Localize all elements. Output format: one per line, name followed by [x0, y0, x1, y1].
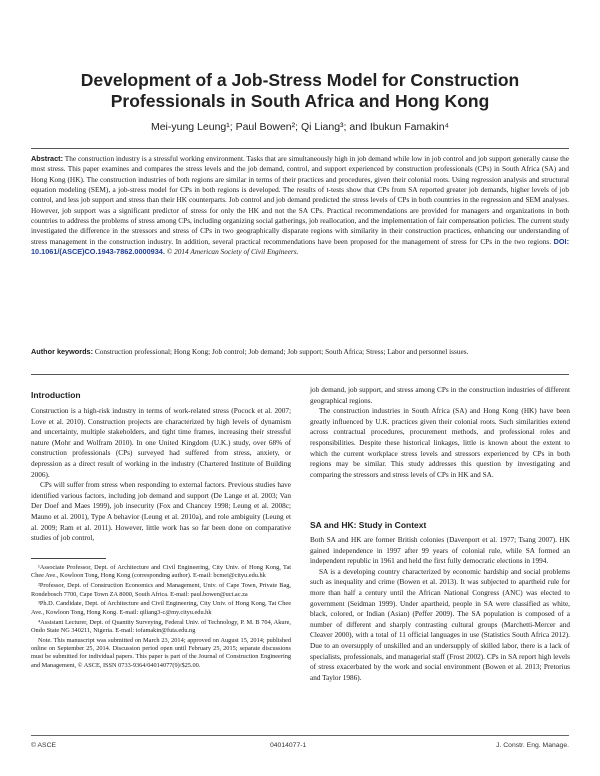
keywords-label: Author keywords: [31, 347, 94, 356]
paragraph: job demand, job support, and stress among CPs in the construction industries of different geographical regions. [310, 386, 570, 405]
copyright-notice: © 2014 American Society of Civil Engineers. [166, 247, 299, 257]
author-list: Mei-yung Leung¹; Paul Bowen²; Qi Liang³; and Ibukun Famakin⁴ [150, 121, 450, 133]
paragraph: Construction is a high-risk industry in terms of work-related stress (Pocock et al. 2007; Love et al. 2010). Construction projects are characterized by high levels of dynamism and uncertainty, multiple stakeholders, and tight time frames, increasing their stressful nature (Mohr and Wolfram 2010). In one United Kingdom (U.K.) study, over 68% of construction professionals (CPs) surveyed had suffered from stress, anxiety, or depression as a direct result of working in the industry (Chartered Institute of Building 2006). [31, 407, 291, 479]
footnote: ¹Associate Professor, Dept. of Architecture and Civil Engineering, City Univ. of Hong Kong, Tat Chee Ave., Kowloon Tong, Hong Kong (corresponding author). E-mail: bcmei@cityu.edu.hk [31, 564, 291, 580]
footnotes [31, 564, 291, 672]
footnote: Note. This manuscript was submitted on March 23, 2014; approved on August 15, 2014; published online on September 25, 2014. Discussion period open until February 25, 2015; separate discussions must be submitted for individual papers. This paper is part of the Journal of Construction Engineering and Management, © ASCE, ISSN 0733-9364/04014077(9)/$25.00. [31, 636, 291, 669]
abstract-top-rule [31, 148, 569, 149]
abstract-label: Abstract: [31, 154, 64, 163]
footnote: ⁴Assistant Lecturer, Dept. of Quantity Surveying, Federal Univ. of Technology, P. M. B 704, Akure, Ondo State NG 340211, Nigeria. E-mail: iofamakin@futa.edu.ng [31, 618, 291, 634]
right-column-body [310, 385, 570, 480]
abstract-bottom-rule [31, 374, 569, 375]
paper-title: Development of a Job-Stress Model for Construction Professionals in South Africa and Hong Kong [80, 70, 520, 111]
paragraph: CPs will suffer from stress when responding to external factors. Previous studies have identified various factors, including job demand and support (De Lange et al. 2003; Van Der Doef and Maes 1999), job insecurity (Fox and Chancey 1998; Leung et al. 2008c; Mauno et al. 2001), Type A behavior (Leung et al. 2010a), and role ambiguity (Leung et al. 2009; Ram et al. 2011). However, little work has so far been done on comparative studies of job control, [31, 481, 291, 543]
footer-page-id: 04014077-1 [270, 742, 307, 749]
paragraph: The construction industries in South Africa (SA) and Hong Kong (HK) have been greatly influenced by U.K. practices given their colonial roots. Such similarities extend across contractual procedures, procurement methods, and professional roles and responsibilities. Despite these historical linkages, little is known about the extent to which the current workplace stress levels and stressors experienced by CPs in both regions may be similar. This study addresses this question by investigating and comparing the stressors and stress levels of CPs in HK and SA. [310, 407, 570, 479]
footer-rule [31, 735, 569, 736]
author-keywords [31, 347, 569, 357]
abstract-text: The construction industry is a stressful working environment. Tasks that are simultaneously high in job demand while low in job control and job support generally cause the most stress. This paper examines and compares the stress levels and the job demand, control, and support experienced by construction professionals (CPs) in South Africa (SA) and Hong Kong (HK). The construction industries of both regions are similar in terms of their practices and procedures, given their colonial roots. Using regression analysis and structural equation modeling (SEM), a job-stress model for CPs in both regions is developed. The results of t-tests show that CPs from SA reported greater job demands, higher levels of job control, and less job support and stress than their HK counterparts. Job control and job demand predicted the stress levels of CPs in both countries in the regression and SEM analyses. However, job support was a significant predictor of stress for only the HK and not the SA CPs. Practical recommendations are provided for managers and organizations in both countries to address the problems of stress among CPs, including organizing social gatherings, job reallocation, and the implementation of fair compensation policies. The current study investigated the difference in the stressors and stress of CPs in two geographically disparate regions with similarity in their construction practices, enhancing our understanding of stress management in the construction industry. In addition, several practical recommendations have been proposed for the management of stress for CPs in the two regions. [31, 154, 569, 246]
paragraph: SA is a developing country characterized by economic hardship and social problems such as inequality and crime (Bowen et al. 2013). It was subjected to apartheid rule for more than half a century until the African National Congress (ANC) was elected to government (Seidman 1999). Under apartheid, people in SA were classified as white, black, colored, or Indian (Asian) (Peffer 2009). The SA population is composed of a number of different and sharply contrasting cultural groups (Marchetti-Mercer and Cleaver 2000), with a total of 11 official languages in use (Statistics South Africa 2012). Due to an oversupply of unskilled and an undersupply of skilled labor, there is a lack of specialists, professionals, and managerial staff (Frost 2002). CPs in SA report high levels of stress exacerbated by the work and social environment (Bowen et al. 2013; Pretorius and Taylor 1986). [310, 567, 570, 682]
left-column-body [31, 406, 291, 544]
section-heading-introduction: Introduction [31, 390, 81, 400]
doi-link[interactable]: DOI: 10.1061/(ASCE)CO.1943-7862.0000934. [31, 236, 569, 257]
context-body [310, 535, 570, 683]
footnote: ³Ph.D. Candidate, Dept. of Architecture and Civil Engineering, City Univ. of Hong Kong, Tat Chee Ave., Kowloon Tong, Hong Kong. E-mail: qiliang3-c@my.cityu.edu.hk [31, 600, 291, 616]
keywords-text: Construction professional; Hong Kong; Job control; Job demand; Job support; South Africa; Stress; Labor and personnel issues. [94, 347, 469, 356]
abstract [31, 154, 569, 257]
paragraph: Both SA and HK are former British colonies (Davenport et al. 1977; Tsang 2007). HK gained independence in 1997 after 99 years of colonial rule, while SA formed an independent republic in 1961 and held the first fully democratic elections in 1994. [310, 536, 570, 566]
footer-journal: J. Constr. Eng. Manage. [496, 742, 569, 749]
footer-publisher: © ASCE [31, 742, 57, 749]
section-heading-context: SA and HK: Study in Context [310, 520, 427, 530]
footnote: ²Professor, Dept. of Construction Economics and Management, Univ. of Cape Town, Private Bag, Rondebosch 7700, Cape Town ZA 8000, South Africa. E-mail: paul.bowen@uct.ac.za [31, 582, 291, 598]
footnote-rule [31, 558, 106, 559]
